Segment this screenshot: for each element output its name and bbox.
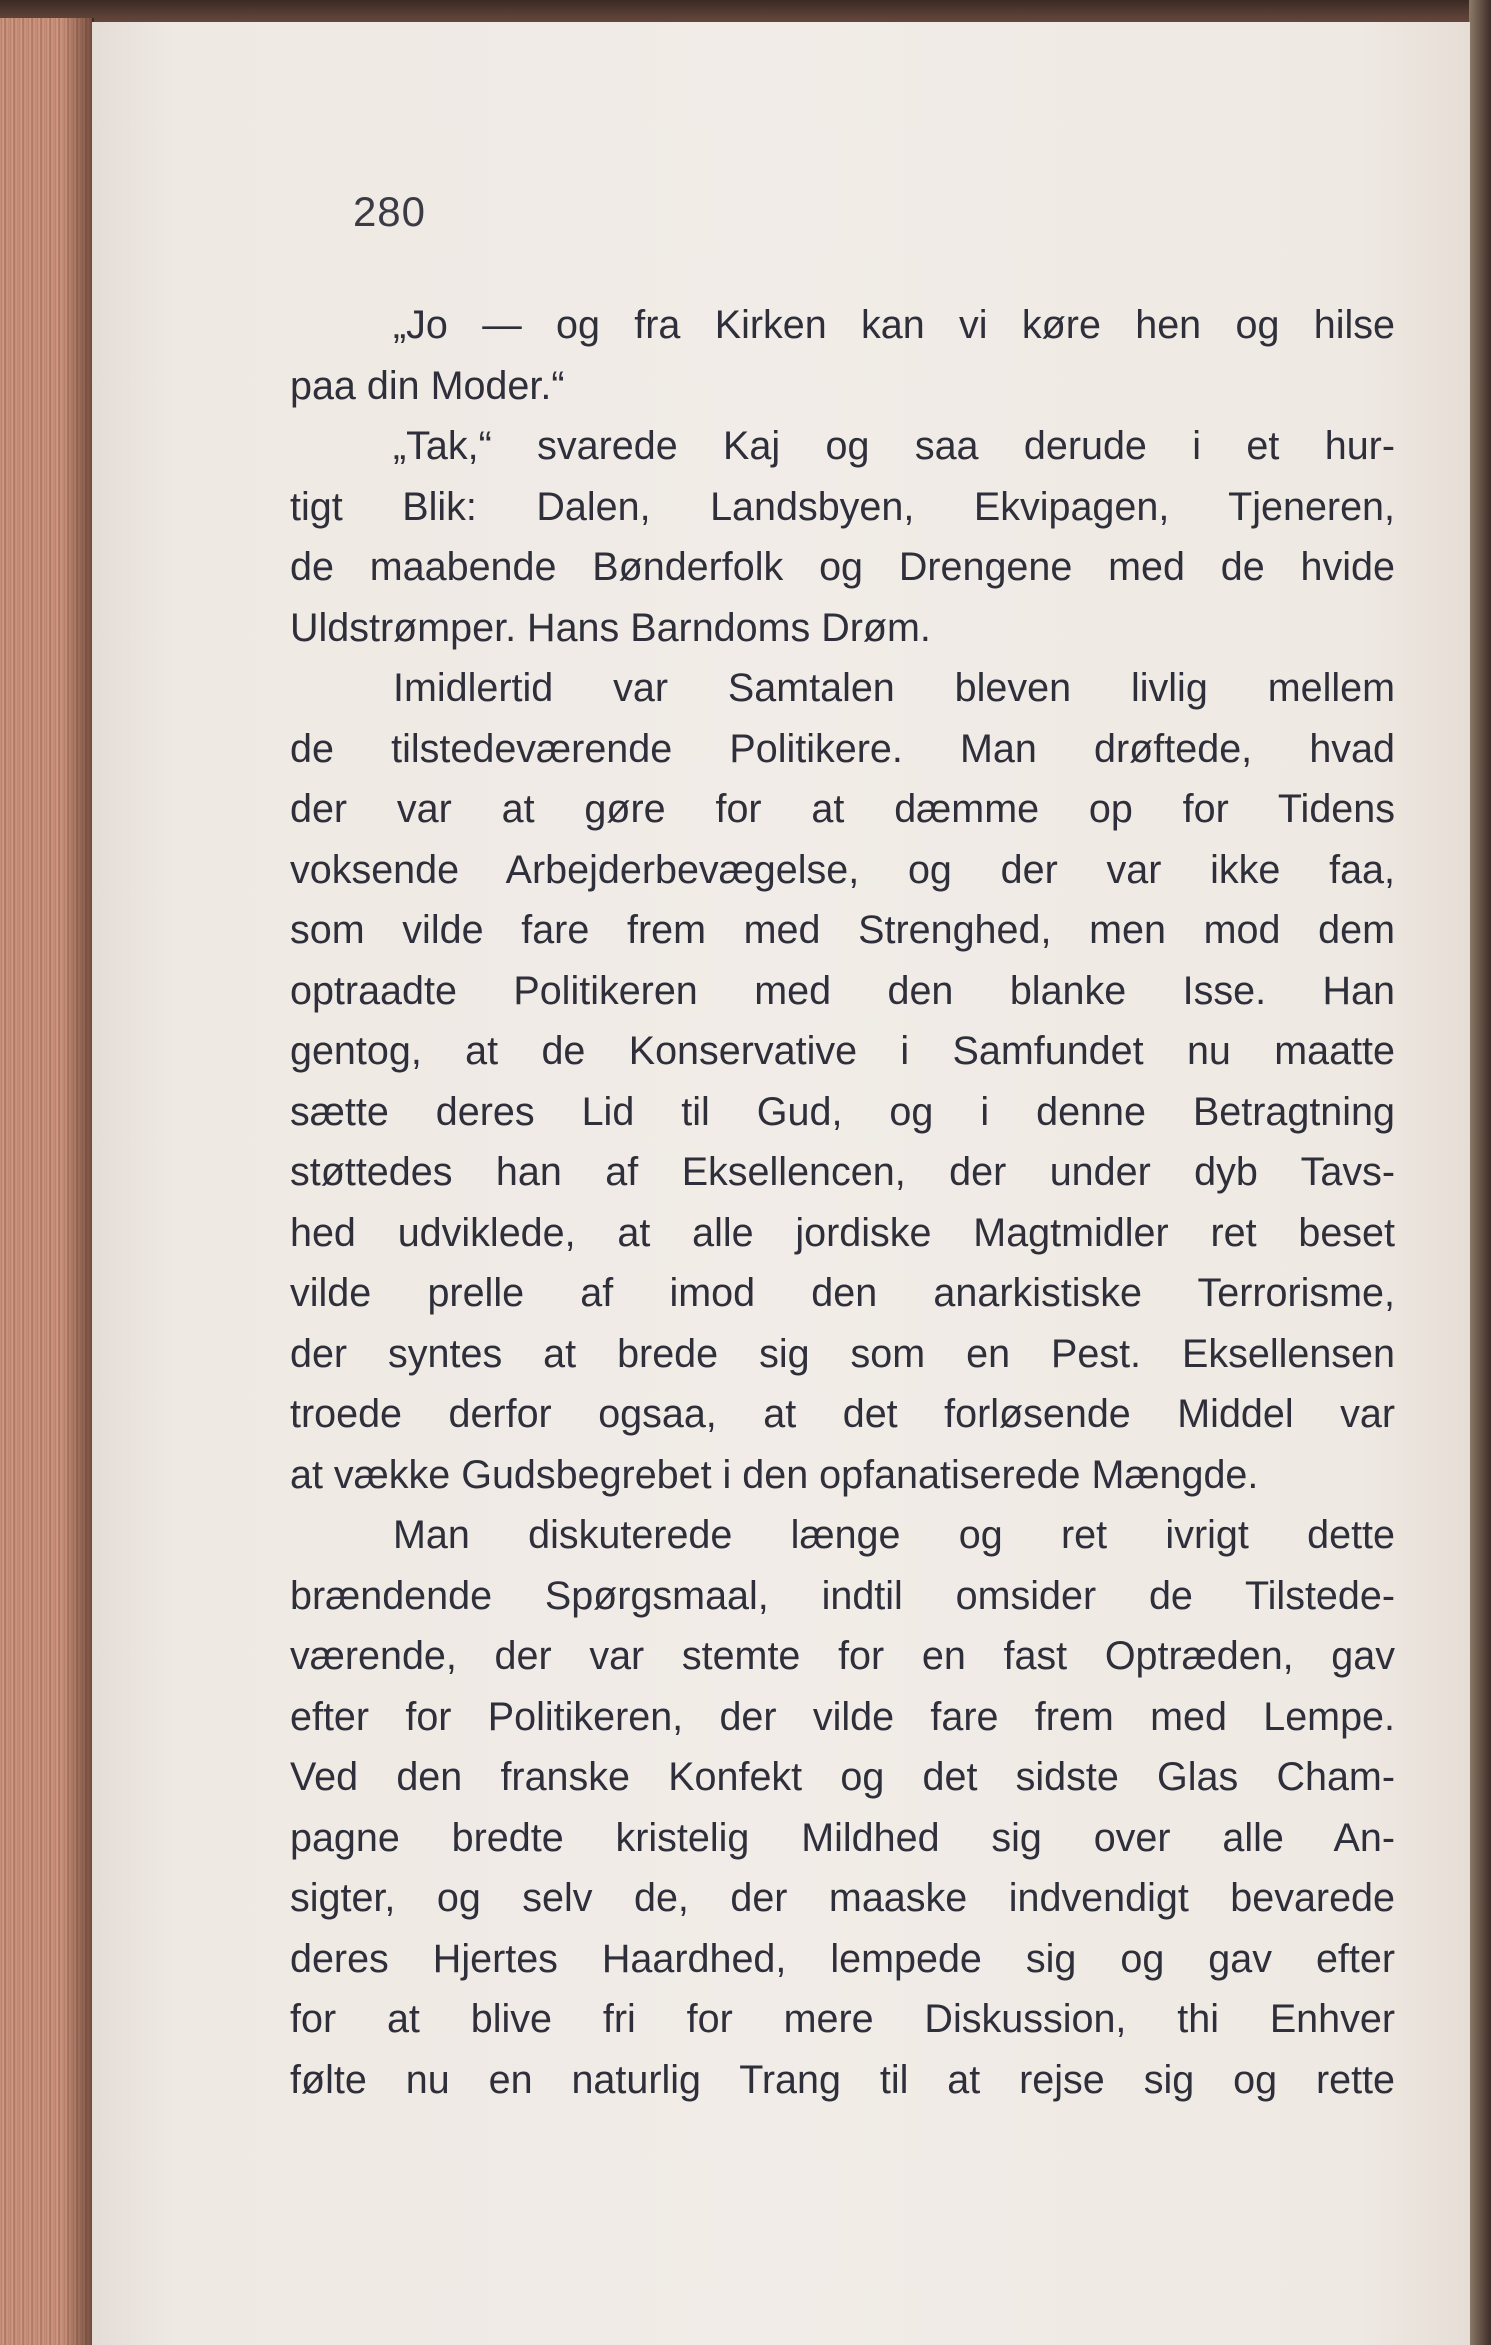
gutter-shadow bbox=[62, 18, 94, 2345]
text-line: paa din Moder.“ bbox=[290, 363, 565, 408]
text-line: deres Hjertes Haardhed, lempede sig og gav efter bbox=[290, 1936, 1395, 1981]
text-line: Imidlertid var Samtalen bleven livlig mellem bbox=[393, 666, 1395, 710]
text-line: værende, der var stemte for en fast Optræden, gav bbox=[290, 1634, 1395, 1678]
text-line: følte nu en naturlig Trang til at rejse sig og rette bbox=[290, 2057, 1395, 2102]
text-line: støttedes han af Eksellencen, der under dyb Tavs- bbox=[290, 1150, 1395, 1194]
text-line: sigter, og selv de, der maaske indvendigt bevarede bbox=[290, 1876, 1395, 1920]
text-line: vilde prelle af imod den anarkistiske Terrorisme, bbox=[290, 1271, 1395, 1315]
text-line: for at blive fri for mere Diskussion, thi Enhver bbox=[290, 1997, 1395, 2041]
text-line: gentog, at de Konservative i Samfundet nu maatte bbox=[290, 1029, 1395, 1073]
text-line: Uldstrømper. Hans Barndoms Drøm. bbox=[290, 605, 931, 650]
text-line: som vilde fare frem med Strenghed, men mod dem bbox=[290, 908, 1395, 952]
text-line: pagne bredte kristelig Mildhed sig over alle An- bbox=[290, 1815, 1395, 1860]
text-line: troede derfor ogsaa, at det forløsende Middel var bbox=[290, 1392, 1395, 1436]
text-line: der syntes at brede sig som en Pest. Eksellensen bbox=[290, 1331, 1395, 1376]
text-line: de maabende Bønderfolk og Drengene med de hvide bbox=[290, 545, 1395, 589]
text-line: efter for Politikeren, der vilde fare frem med Lempe. bbox=[290, 1694, 1395, 1739]
text-line: der var at gøre for at dæmme op for Tidens bbox=[290, 787, 1395, 831]
text-line: de tilstedeværende Politikere. Man drøftede, hvad bbox=[290, 726, 1395, 771]
text-line: tigt Blik: Dalen, Landsbyen, Ekvipagen, Tjeneren, bbox=[290, 484, 1395, 529]
text-line: sætte deres Lid til Gud, og i denne Betragtning bbox=[290, 1089, 1395, 1134]
text-line: „Jo — og fra Kirken kan vi køre hen og hilse bbox=[393, 303, 1395, 347]
text-line: „Tak,“ svarede Kaj og saa derude i et hur- bbox=[393, 424, 1395, 468]
text-line: Man diskuterede længe og ret ivrigt dette bbox=[393, 1513, 1395, 1557]
body-text bbox=[290, 295, 1395, 2110]
text-line: at vække Gudsbegrebet i den opfanatiserede Mængde. bbox=[290, 1452, 1259, 1497]
text-line: hed udviklede, at alle jordiske Magtmidler ret beset bbox=[290, 1210, 1395, 1255]
text-line: optraadte Politikeren med den blanke Isse. Han bbox=[290, 968, 1395, 1013]
text-line: voksende Arbejderbevægelse, og der var ikke faa, bbox=[290, 847, 1395, 892]
page-number: 280 bbox=[352, 188, 427, 235]
book-right-edge bbox=[1469, 0, 1491, 2345]
text-line: Ved den franske Konfekt og det sidste Glas Cham- bbox=[290, 1755, 1395, 1799]
text-line: brændende Spørgsmaal, indtil omsider de Tilstede- bbox=[290, 1573, 1395, 1618]
